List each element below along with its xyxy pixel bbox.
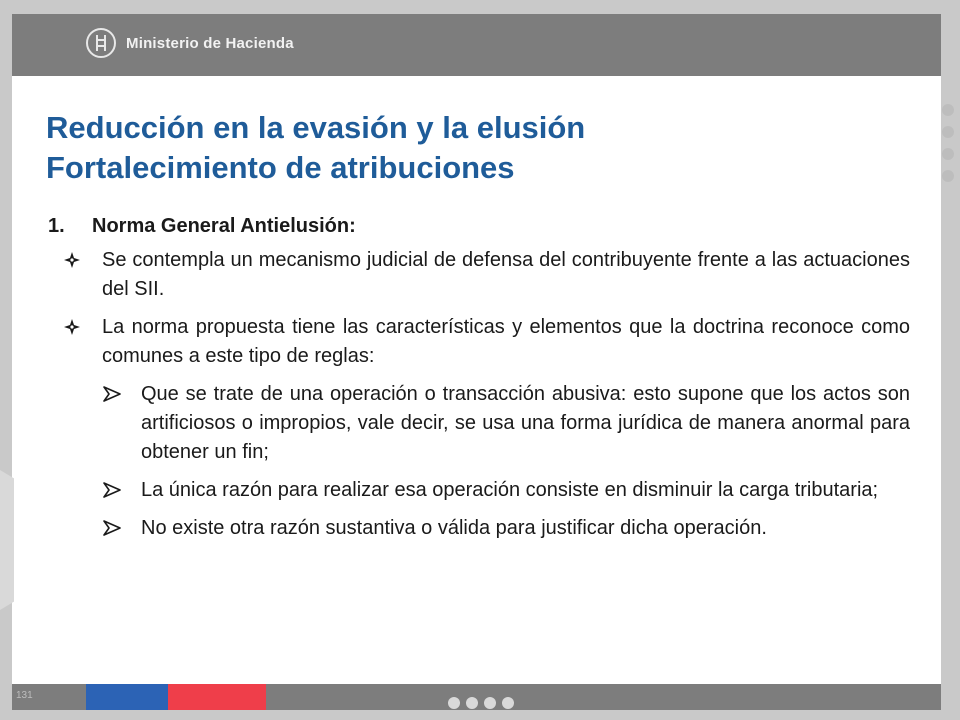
diamond-bullet-icon xyxy=(64,246,102,304)
arrowhead-bullet-icon xyxy=(103,380,141,467)
ministry-seal-icon xyxy=(86,28,116,58)
arrowhead-bullet-icon xyxy=(103,514,141,543)
title-line-1: Reducción en la evasión y la elusión xyxy=(46,110,586,145)
list-item xyxy=(48,514,910,543)
title-line-2: Fortalecimiento de atribuciones xyxy=(46,150,515,185)
list-item xyxy=(48,380,910,467)
bullet-text: La norma propuesta tiene las características y elementos que la doctrina reconoce como comunes a este tipo de reglas: xyxy=(102,316,910,367)
footer-stripe-red xyxy=(168,684,266,710)
left-decoration-tab xyxy=(0,470,14,610)
list-item xyxy=(48,313,910,371)
heading-text: Norma General Antielusión: xyxy=(92,215,356,237)
heading-number: 1. xyxy=(48,215,65,237)
ministry-logo xyxy=(86,28,294,58)
sub-bullet-text: La única razón para realizar esa operación consiste en disminuir la carga tributaria; xyxy=(141,479,879,501)
ministry-name: Ministerio de Hacienda xyxy=(126,34,294,52)
page-number: 131 xyxy=(16,690,33,701)
slide-content xyxy=(48,212,910,543)
sub-bullet-text: No existe otra razón sustantiva o válida para justificar dicha operación. xyxy=(141,517,767,539)
sub-bullet-text: Que se trate de una operación o transacción abusiva: esto supone que los actos son artificiosos o impropios, vale decir, se usa una forma jurídica de manera anormal para obtener un fin; xyxy=(141,383,910,463)
section-heading xyxy=(48,212,910,240)
footer-stripe-blue xyxy=(86,684,168,710)
slide-title xyxy=(46,108,906,188)
diamond-bullet-icon xyxy=(64,313,102,371)
list-item xyxy=(48,476,910,505)
arrowhead-bullet-icon xyxy=(103,476,141,505)
bullet-text: Se contempla un mecanismo judicial de defensa del contribuyente frente a las actuaciones del SII. xyxy=(102,249,910,300)
list-item xyxy=(48,246,910,304)
